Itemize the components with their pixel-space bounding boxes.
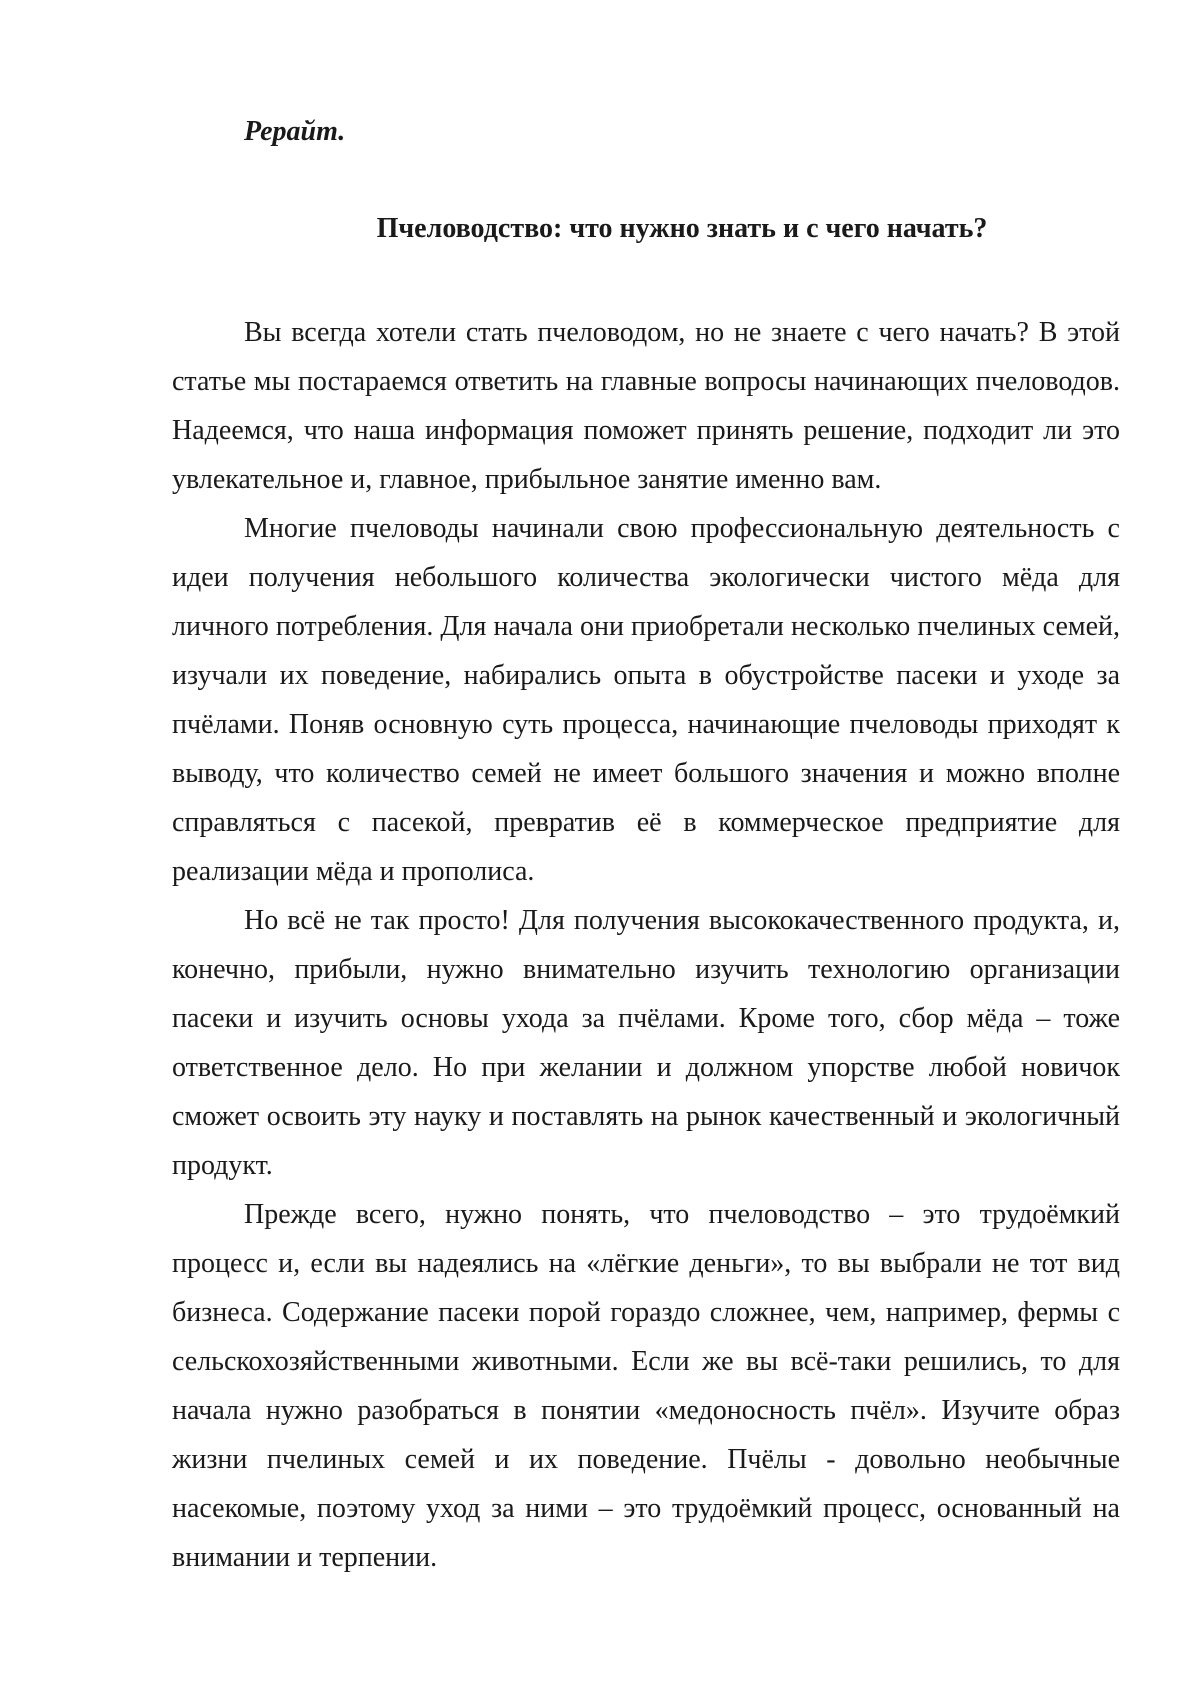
paragraph: Многие пчеловоды начинали свою профессиональную деятельность с идеи получения небольшого количества экологически чистого мёда для личного потребления. Для начала они приобретали несколько пчелиных семей, изучали их поведение, набирались опыта в обустройстве пасеки и уходе за пчёлами. Поняв основную суть процесса, начинающие пчеловоды приходят к выводу, что количество семей не имеет большого значения и можно вполне справляться с пасекой, превратив её в коммерческое предприятие для реализации мёда и прополиса.: [172, 513, 1120, 887]
document-title: Пчеловодство: что нужно знать и с чего начать?: [376, 213, 988, 244]
document-label: Рерайт.: [244, 116, 346, 147]
paragraph: Вы всегда хотели стать пчеловодом, но не знаете с чего начать? В этой статье мы постараемся ответить на главные вопросы начинающих пчеловодов. Надеемся, что наша информация поможет принять решение, подходит ли это увлекательное и, главное, прибыльное занятие именно вам.: [172, 317, 1120, 495]
paragraph: Прежде всего, нужно понять, что пчеловодство – это трудоёмкий процесс и, если вы надеялись на «лёгкие деньги», то вы выбрали не тот вид бизнеса. Содержание пасеки порой гораздо сложнее, чем, например, фермы с сельскохозяйственными животными. Если же вы всё-таки решились, то для начала нужно разобраться в понятии «медоносность пчёл». Изучите образ жизни пчелиных семей и их поведение. Пчёлы - довольно необычные насекомые, поэтому уход за ними – это трудоёмкий процесс, основанный на внимании и терпении.: [172, 1199, 1120, 1573]
document-body: [172, 308, 1120, 1582]
paragraph: Но всё не так просто! Для получения высококачественного продукта, и, конечно, прибыли, нужно внимательно изучить технологию организации пасеки и изучить основы ухода за пчёлами. Кроме того, сбор мёда – тоже ответственное дело. Но при желании и должном упорстве любой новичок сможет освоить эту науку и поставлять на рынок качественный и экологичный продукт.: [172, 905, 1120, 1181]
